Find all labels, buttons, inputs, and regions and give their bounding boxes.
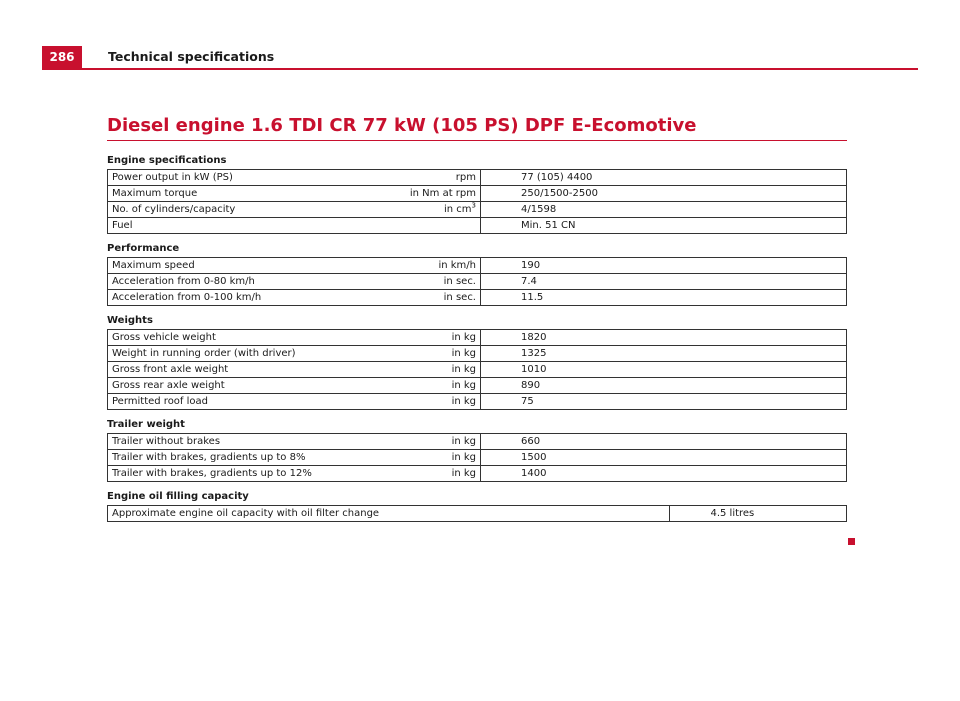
row-label: Approximate engine oil capacity with oil filter change: [108, 506, 670, 522]
table-row: [108, 274, 847, 290]
row-label: Acceleration from 0-100 km/h: [108, 290, 391, 306]
table-row: [108, 506, 847, 522]
table-row: [108, 170, 847, 186]
row-value: 77 (105) 4400: [481, 170, 847, 186]
row-label: Trailer without brakes: [108, 434, 391, 450]
row-value: 1400: [481, 466, 847, 482]
row-label: Fuel: [108, 218, 391, 234]
row-value: 1820: [481, 330, 847, 346]
performance-table: [107, 257, 847, 306]
row-label: Weight in running order (with driver): [108, 346, 391, 362]
table-row: [108, 218, 847, 234]
row-unit: in Nm at rpm: [390, 186, 481, 202]
engine-specifications-table: [107, 169, 847, 234]
row-label: Acceleration from 0-80 km/h: [108, 274, 391, 290]
engine-oil-heading: Engine oil filling capacity: [107, 491, 249, 502]
row-unit: in kg: [390, 394, 481, 410]
row-label: Maximum speed: [108, 258, 391, 274]
row-unit: [390, 202, 481, 218]
page-header: [42, 46, 918, 70]
trailer-weight-table: [107, 433, 847, 482]
row-unit: rpm: [390, 170, 481, 186]
row-unit: in sec.: [390, 274, 481, 290]
row-label: No. of cylinders/capacity: [108, 202, 391, 218]
row-unit: in kg: [390, 466, 481, 482]
row-value: 11.5: [481, 290, 847, 306]
page-number: 286: [42, 46, 82, 68]
row-label: Maximum torque: [108, 186, 391, 202]
row-value: 1010: [481, 362, 847, 378]
table-row: [108, 290, 847, 306]
row-value: 890: [481, 378, 847, 394]
row-label: Power output in kW (PS): [108, 170, 391, 186]
row-label: Gross front axle weight: [108, 362, 391, 378]
row-unit: in kg: [390, 346, 481, 362]
table-row: [108, 394, 847, 410]
row-value: 660: [481, 434, 847, 450]
running-title: Technical specifications: [108, 49, 275, 64]
row-label: Gross vehicle weight: [108, 330, 391, 346]
table-row: [108, 202, 847, 218]
unit-superscript: 3: [471, 201, 476, 210]
table-row: [108, 330, 847, 346]
row-value: 190: [481, 258, 847, 274]
table-row: [108, 378, 847, 394]
table-row: [108, 362, 847, 378]
row-unit: in kg: [390, 434, 481, 450]
row-unit: [390, 218, 481, 234]
table-row: [108, 186, 847, 202]
row-unit: in kg: [390, 450, 481, 466]
engine-specifications-heading: Engine specifications: [107, 155, 227, 166]
table-row: [108, 258, 847, 274]
row-value: 1500: [481, 450, 847, 466]
row-label: Gross rear axle weight: [108, 378, 391, 394]
table-row: [108, 346, 847, 362]
unit-text: in cm: [443, 204, 472, 215]
row-unit: in kg: [390, 330, 481, 346]
engine-oil-table: [107, 505, 847, 522]
row-unit: in sec.: [390, 290, 481, 306]
row-label: Trailer with brakes, gradients up to 8%: [108, 450, 391, 466]
row-value: Min. 51 CN: [481, 218, 847, 234]
weights-table: [107, 329, 847, 410]
trailer-weight-heading: Trailer weight: [107, 419, 185, 430]
row-unit: in km/h: [390, 258, 481, 274]
row-value: 250/1500-2500: [481, 186, 847, 202]
page-title: Diesel engine 1.6 TDI CR 77 kW (105 PS) DPF E-Ecomotive: [107, 115, 847, 141]
row-value: 4/1598: [481, 202, 847, 218]
table-row: [108, 466, 847, 482]
row-value: 7.4: [481, 274, 847, 290]
table-row: [108, 434, 847, 450]
row-value: 4.5 litres: [670, 506, 847, 522]
section-end-marker: [848, 538, 855, 545]
table-row: [108, 450, 847, 466]
row-unit: in kg: [390, 362, 481, 378]
row-value: 75: [481, 394, 847, 410]
spec-content: [107, 152, 847, 528]
performance-heading: Performance: [107, 243, 180, 254]
row-value: 1325: [481, 346, 847, 362]
weights-heading: Weights: [107, 315, 153, 326]
row-label: Trailer with brakes, gradients up to 12%: [108, 466, 391, 482]
row-unit: in kg: [390, 378, 481, 394]
row-label: Permitted roof load: [108, 394, 391, 410]
